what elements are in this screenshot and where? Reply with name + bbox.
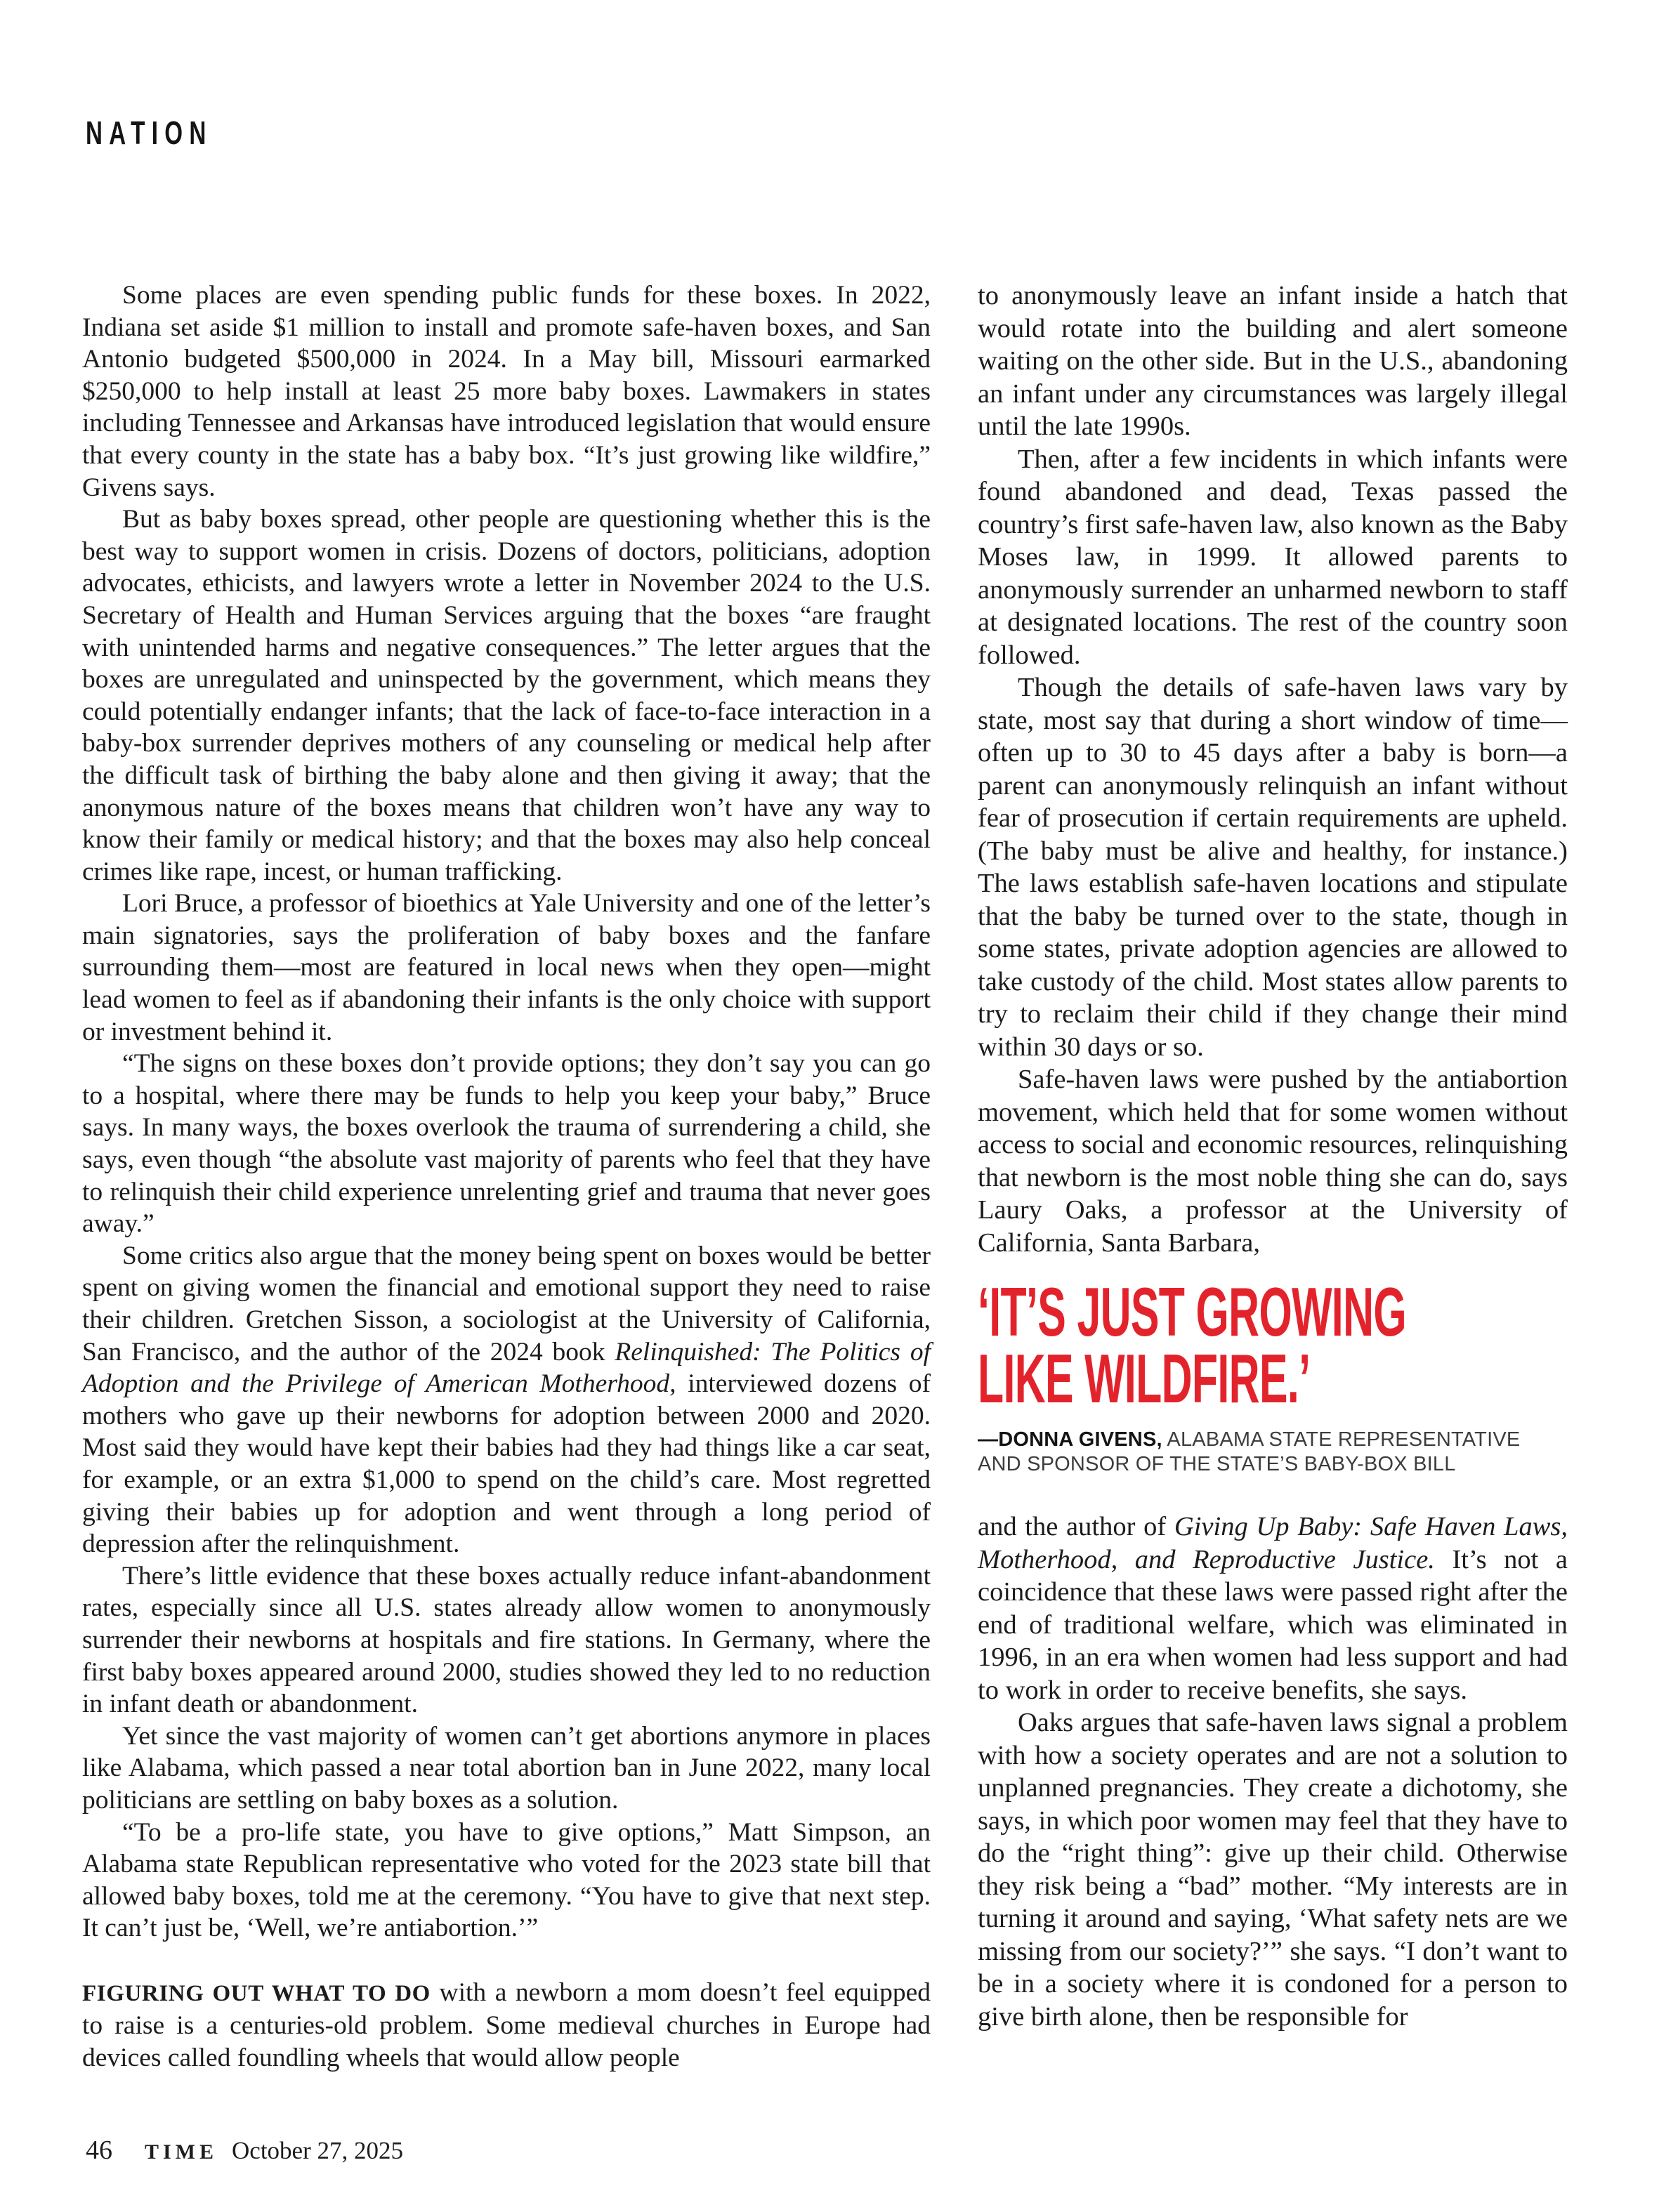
paragraph: to anonymously leave an infant inside a hatch that would rotate into the building and alert someone waiting on the other side. But in the U.S., abandoning an infant under any circumstances was largely illegal until the late 1990s. [978, 281, 1568, 441]
paragraph: Some critics also argue that the money being spent on boxes would be better spent on giving women the financial and emotional support they need to raise their children. Gretchen Sisson, a sociologist at the University of California, San Francisco, and the author of the 2024 book Relinquished: The Politics of Adoption and the Privilege of American Motherhood, interviewed dozens of mothers who gave up their newborns for adoption between 2000 and 2020. Most said they would have kept their babies had they had things like a car seat, for example, or an extra $1,000 to spend on the child’s care. Most regretted giving their babies up for adoption and went through a long period of depression after the relinquishment. [82, 1241, 931, 1559]
paragraph: But as baby boxes spread, other people are questioning whether this is the best way to support women in crisis. Dozens of doctors, politicians, adoption advocates, ethicists, and lawyers wrote a letter in November 2024 to the U.S. Secretary of Health and Human Services arguing that the boxes “are fraught with unintended harms and negative consequences.” The letter argues that the boxes are unregulated and uninspected by the government, which means they could potentially endanger infants; that the lack of face-to-face interaction in a baby-box surrender deprives mothers of any counseling or medical help after the difficult task of birthing the baby alone and then giving it away; that the anonymous nature of the boxes means that children won’t have any way to know their family or medical history; and that the boxes may also help conceal crimes like rape, incest, or human trafficking. [82, 505, 931, 886]
pull-quote-line-2: LIKE WILDFIRE.’ [978, 1340, 1311, 1417]
paragraph: Though the details of safe-haven laws vary by state, most say that during a short window of time—often up to 30 to 45 days after a baby is born—a parent can anonymously relinquish an infant without fear of prosecution if certain requirements are upheld. (The baby must be alive and healthy, for instance.) The laws establish safe-haven locations and stipulate that the baby be turned over to the state, though in some states, private adoption agencies are allowed to take custody of the child. Most states allow parents to try to reclaim their child if they change their mind within 30 days or so. [978, 673, 1568, 1062]
right-column-top-paragraphs [978, 279, 1568, 1259]
paragraph: and the author of Giving Up Baby: Safe Haven Laws, Motherhood, and Reproductive Justice. It’s not a coincidence that these laws were passed right after the end of traditional welfare, which was eliminated in 1996, in an era when women had less support and had to work in order to receive benefits, she says. [978, 1512, 1568, 1705]
attribution-name: —DONNA GIVENS, [978, 1428, 1162, 1451]
pull-quote-line-1: ‘IT’S JUST GROWING [978, 1273, 1406, 1350]
paragraph: Safe-haven laws were pushed by the antiabortion movement, which held that for some women without access to social and economic resources, relinquishing that newborn is the most noble thing she can do, says Laury Oaks, a professor at the University of California, Santa Barbara, [978, 1065, 1568, 1258]
page-footer [86, 2135, 403, 2166]
section-label: NATION [86, 114, 213, 151]
attribution-role: ALABAMA STATE REPRESENTATIVE AND SPONSOR OF THE STATE’S BABY-BOX BILL [978, 1428, 1521, 1475]
issue-date: October 27, 2025 [232, 2137, 403, 2164]
paragraph: Yet since the vast majority of women can’t get abortions anymore in places like Alabama, which passed a near total abortion ban in June 2022, many local politicians are settling on baby boxes as a solution. [82, 1721, 931, 1815]
paragraph: “To be a pro-life state, you have to give options,” Matt Simpson, an Alabama state Republican representative who voted for the 2023 state bill that allowed baby boxes, told me at the ceremony. “You have to give that next step. It can’t just be, ‘Well, we’re antiabortion.’” [82, 1817, 931, 1943]
paragraph: FIGURING OUT WHAT TO DO with a newborn a mom doesn’t feel equipped to raise is a centuries-old problem. Some medieval churches in Europe had devices called foundling wheels that would allow people [82, 1977, 931, 2073]
article-column-left [82, 279, 931, 2074]
paragraph: Some places are even spending public funds for these boxes. In 2022, Indiana set aside $1 million to install and promote safe-haven boxes, and San Antonio budgeted $500,000 in 2024. In a May bill, Missouri earmarked $250,000 to help install at least 25 more baby boxes. Lawmakers in states including Tennessee and Arkansas have introduced legislation that would ensure that every county in the state has a baby box. “It’s just growing like wildfire,” Givens says. [82, 281, 931, 502]
paragraph: “The signs on these boxes don’t provide options; they don’t say you can go to a hospital, where there may be funds to help you keep your baby,” Bruce says. In many ways, the boxes overlook the trauma of surrendering a child, she says, even though “the absolute vast majority of parents who feel that they have to relinquish their child experience unrelenting grief and trauma that never goes away.” [82, 1049, 931, 1239]
pull-quote [978, 1273, 1406, 1417]
article-column-right [978, 279, 1568, 2033]
page-number: 46 [86, 2135, 112, 2165]
paragraph: There’s little evidence that these boxes actually reduce infant-abandonment rates, especially since all U.S. states already allow women to anonymously surrender their newborns at hospitals and fire stations. In Germany, where the first baby boxes appeared around 2000, studies showed they led to no reduction in infant death or abandonment. [82, 1561, 931, 1719]
paragraph: Oaks argues that safe-haven laws signal a problem with how a society operates and are not a solution to unplanned pregnancies. They create a dichotomy, she says, in which poor women may feel that they have to do the “right thing”: give up their child. Otherwise they risk being a “bad” mother. “My interests are in turning it around and saying, ‘What safety nets are we missing from our society?’” she says. “I don’t want to be in a society where it is condoned for a person to give birth alone, then be responsible for [978, 1708, 1568, 2032]
magazine-name: TIME [145, 2140, 218, 2164]
pull-quote-attribution [978, 1428, 1554, 1477]
paragraph: Then, after a few incidents in which infants were found abandoned and dead, Texas passed the country’s first safe-haven law, also known as the Baby Moses law, in 1999. It allowed parents to anonymously surrender an unharmed newborn to staff at designated locations. The rest of the country soon followed. [978, 444, 1568, 670]
paragraph: Lori Bruce, a professor of bioethics at Yale University and one of the letter’s main signatories, says the proliferation of baby boxes and the fanfare surrounding them—most are featured in local news when they open—might lead women to feel as if abandoning their infants is the only choice with support or investment behind it. [82, 889, 931, 1046]
right-column-bottom-paragraphs [978, 1510, 1568, 2033]
